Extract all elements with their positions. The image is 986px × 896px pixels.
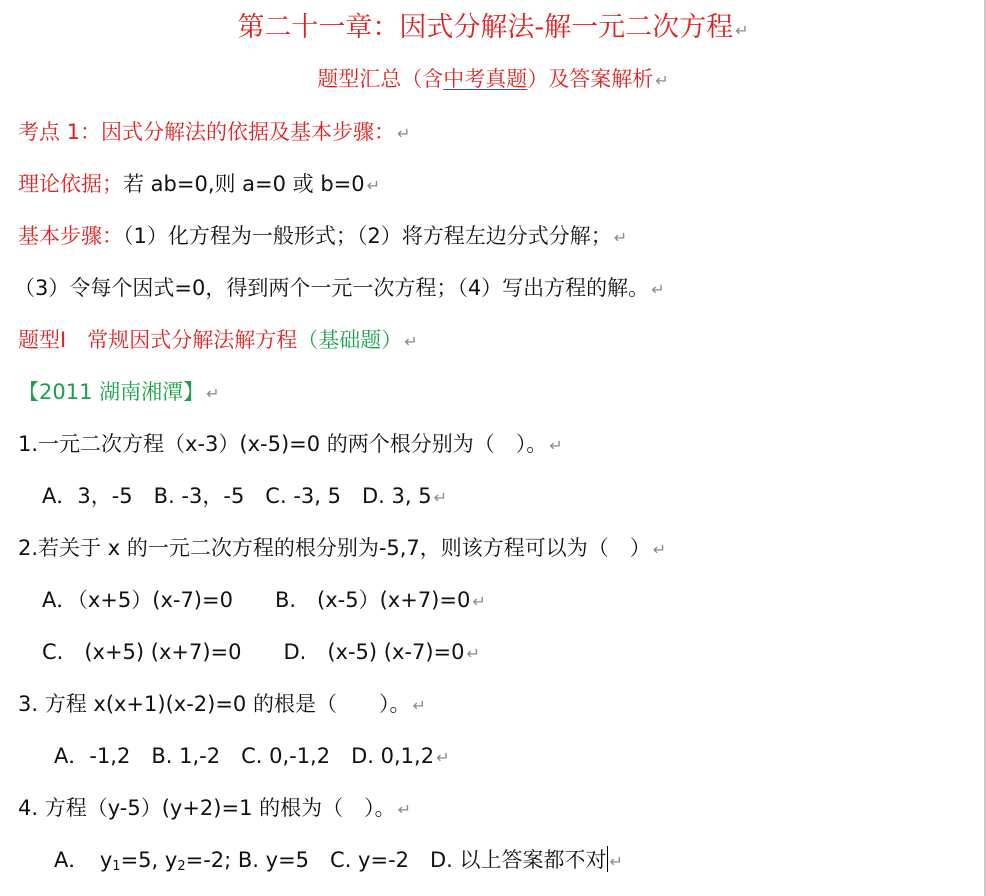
chapter-title-text: 第二十一章：因式分解法-解一元二次方程 — [237, 12, 734, 43]
steps-line-2 — [14, 273, 665, 303]
paragraph-mark: ↵ — [436, 748, 450, 767]
paragraph-mark: ↵ — [404, 332, 418, 351]
text-cursor — [607, 846, 608, 872]
question-2-options-row-2 — [42, 637, 480, 667]
kaodian-heading — [18, 117, 410, 147]
paragraph-mark: ↵ — [651, 280, 665, 299]
question-1-options-text: A．3，-5 B. -3，-5 C. -3, 5 D. 3, 5 — [42, 484, 432, 508]
question-4-options — [54, 845, 623, 875]
paragraph-mark: ↵ — [549, 436, 563, 455]
paragraph-mark: ↵ — [652, 540, 667, 559]
question-2-text: 2.若关于 x 的一元二次方程的根分别为-5,7，则该方程可以为（ ） — [18, 536, 651, 560]
source-text: 【2011 湖南湘潭】 — [18, 380, 205, 404]
section-label: 题型Ⅰ 常规因式分解法解方程 — [18, 328, 298, 352]
paragraph-mark: ↵ — [206, 384, 220, 403]
question-1-stem — [18, 429, 563, 459]
steps-label: 基本步骤： — [18, 224, 123, 248]
source-line — [18, 377, 220, 407]
question-2-options-row-2-text: C. (x+5) (x+7)=0 D. (x-5) (x-7)=0 — [42, 640, 465, 664]
steps-text-1: （1）化方程为一般形式；（2）将方程左边分式分解； — [123, 224, 612, 248]
paragraph-mark: ↵ — [655, 71, 669, 90]
paragraph-mark: ↵ — [609, 852, 623, 871]
question-2-options-row-1 — [42, 585, 486, 615]
subtitle-pre: 题型汇总（含 — [317, 67, 444, 91]
question-4-stem — [18, 793, 411, 823]
section-tag: （基础题） — [297, 328, 403, 352]
question-1-options — [42, 481, 447, 511]
question-2-stem — [18, 533, 666, 563]
subtitle — [0, 64, 986, 94]
paragraph-mark: ↵ — [397, 124, 411, 143]
question-2-options-row-1-text: A．（x+5）(x-7)=0 B. (x-5）(x+7)=0 — [42, 588, 471, 612]
question-4-options-rest: =-2; B. y=5 C. y=-2 D. 以上答案都不对 — [185, 848, 607, 872]
steps-line-1 — [18, 221, 627, 251]
paragraph-mark: ↵ — [735, 21, 749, 40]
paragraph-mark: ↵ — [366, 176, 381, 195]
kaodian-heading-text: 考点 1：因式分解法的依据及基本步骤： — [18, 120, 396, 144]
question-3-text: 3. 方程 x(x+1)(x-2)=0 的根是（ ）。 — [18, 692, 411, 716]
section-heading — [18, 325, 418, 355]
theory-text: 若 ab=0,则 a=0 或 b=0 — [123, 172, 365, 196]
paragraph-mark: ↵ — [412, 696, 426, 715]
subscript-2: 2 — [177, 859, 186, 874]
theory-line — [18, 169, 380, 199]
theory-label: 理论依据； — [18, 172, 123, 196]
question-4-option-a-prefix: A． y — [54, 848, 113, 872]
paragraph-mark: ↵ — [397, 800, 412, 819]
paragraph-mark: ↵ — [433, 488, 447, 507]
question-4-option-a-mid: =5, y — [120, 848, 178, 872]
subscript-1: 1 — [112, 859, 121, 874]
subtitle-underlined: 中考真题 — [443, 67, 528, 91]
question-3-options — [54, 741, 449, 771]
question-1-text: 1.一元二次方程（x-3）(x-5)=0 的两个根分别为（ ）。 — [18, 432, 548, 456]
paragraph-mark: ↵ — [472, 592, 486, 611]
steps-text-2: （3）令每个因式=0，得到两个一元一次方程；（4）写出方程的解。 — [14, 276, 650, 300]
question-3-stem — [18, 689, 426, 719]
question-3-options-text: A．-1,2 B. 1,-2 C. 0,-1,2 D. 0,1,2 — [54, 744, 435, 768]
chapter-title — [0, 10, 986, 46]
subtitle-post: ）及答案解析 — [527, 67, 654, 91]
paragraph-mark: ↵ — [613, 228, 628, 247]
question-4-text: 4. 方程（y-5）(y+2)=1 的根为（ ）。 — [18, 796, 396, 820]
paragraph-mark: ↵ — [466, 644, 480, 663]
